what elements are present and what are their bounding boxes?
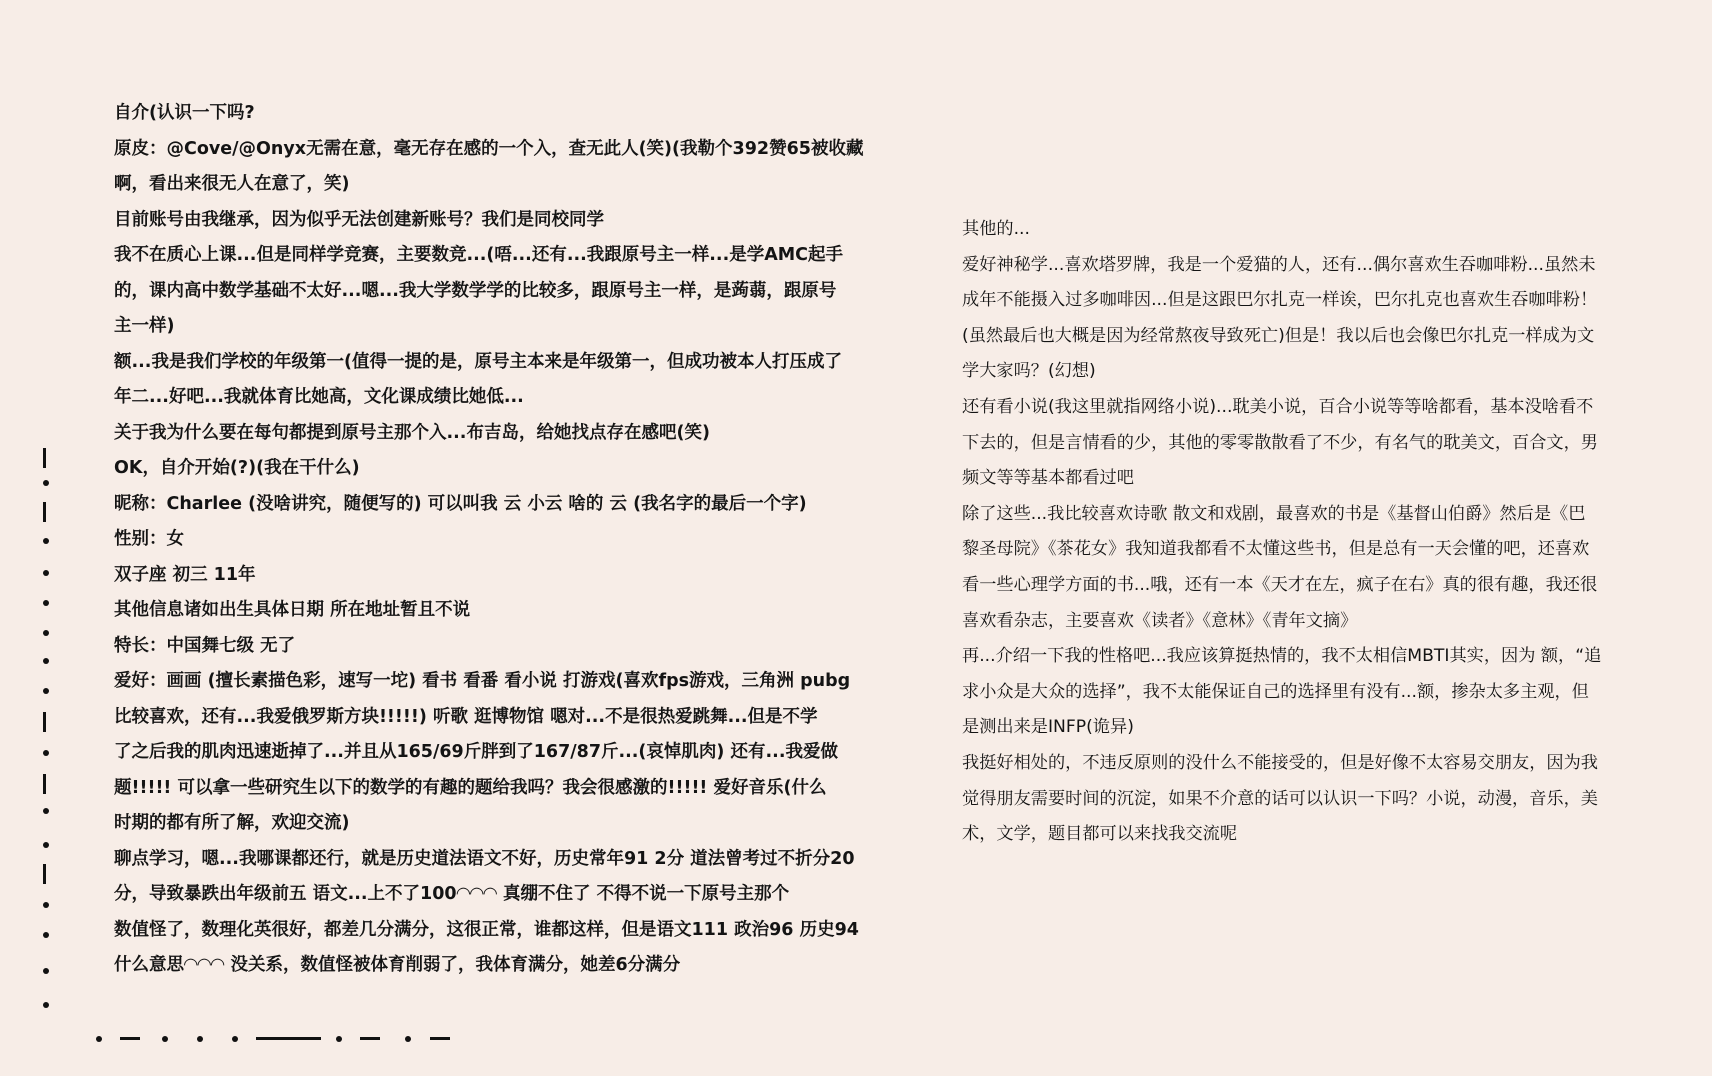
right-text-line: 学大家吗？(幻想) [962,361,1096,382]
left-text-line: 聊点学习，嗯...我哪课都还行，就是历史道法语文不好，历史常年91 2分 道法曾考过不折分20 [114,848,855,869]
right-text-line: 频文等等基本都看过吧 [962,468,1134,489]
right-text-column [962,212,1708,853]
right-text-line: 除了这些...我比较喜欢诗歌 散文和戏剧，最喜欢的书是《基督山伯爵》然后是《巴 [962,503,1586,524]
left-text-line: 目前账号由我继承，因为似乎无法创建新账号？我们是同校同学 [114,209,604,230]
margin-dot [43,842,49,848]
margin-dot [43,570,49,576]
right-text-line: 下去的，但是言情看的少，其他的零零散散看了不少，有名气的耽美文，百合文，男 [962,432,1598,453]
left-text-line: 额...我是我们学校的年级第一(值得一提的是，原号主本来是年级第一，但成功被本人打压成了 [114,351,842,372]
right-text-line: 再...介绍一下我的性格吧...我应该算挺热情的，我不太相信MBTI其实，因为 额，“追 [962,646,1602,667]
left-text-line: 啊，看出来很无人在意了，笑) [114,174,350,194]
left-text-line: 主一样) [114,316,175,336]
right-text-line: 术，文学，题目都可以来找我交流呢 [962,824,1238,845]
right-text-line: 还有看小说(我这里就指网络小说)...耽美小说，百合小说等等啥都看，基本没啥看不 [962,396,1594,417]
margin-dot [43,902,49,908]
right-text-line: 爱好神秘学...喜欢塔罗牌，我是一个爱猫的人，还有...偶尔喜欢生吞咖啡粉...虽然未 [962,254,1596,275]
bottom-dot [162,1036,168,1042]
right-text-line: 其他的... [962,219,1030,239]
left-text-line: 题!!!!! 可以拿一些研究生以下的数学的有趣的题给我吗？我会很感激的!!!!! 爱好音乐(什么 [114,777,827,798]
right-text-line: 看一些心理学方面的书...哦，还有一本《天才在左，疯子在右》真的很有趣，我还很 [962,574,1598,595]
margin-dot [43,932,49,938]
right-text-line: 是测出来是INFP(诡异) [962,717,1134,738]
right-text-line: 求小众是大众的选择”，我不太能保证自己的选择里有没有...额，掺杂太多主观，但 [962,681,1589,702]
left-text-line: 特长：中国舞七级 无了 [114,635,296,656]
left-text-line: 关于我为什么要在每句都提到原号主那个入...布吉岛，给她找点存在感吧(笑) [114,422,710,443]
margin-bar [43,448,46,468]
left-text-line: 我不在质心上课...但是同样学竞赛，主要数竞...(唔...还有...我跟原号主一样...是学AMC起手 [114,245,844,265]
left-text-line: 其他信息诸如出生具体日期 所在地址暂且不说 [114,600,471,620]
bottom-dash [120,1037,140,1040]
margin-dot [43,480,49,486]
bottom-dash [256,1037,321,1040]
left-text-line: OK，自介开始(?)(我在干什么) [114,458,360,478]
right-text-line: 成年不能摄入过多咖啡因...但是这跟巴尔扎克一样诶，巴尔扎克也喜欢生吞咖啡粉！ [962,290,1598,311]
left-text-line: 比较喜欢，还有...我爱俄罗斯方块!!!!!) 听歌 逛博物馆 嗯对...不是很热爱跳舞...但是不学 [114,706,818,727]
margin-dot [43,658,49,664]
right-text-line: 我挺好相处的，不违反原则的没什么不能接受的，但是好像不太容易交朋友，因为我 [962,752,1598,773]
margin-bar [43,502,46,522]
margin-dot [43,750,49,756]
margin-bar [43,712,46,732]
right-text-line: 黎圣母院》《茶花女》我知道我都看不太懂这些书，但是总有一天会懂的吧，还喜欢 [962,539,1590,560]
bottom-dot [336,1036,342,1042]
margin-dot [43,968,49,974]
bottom-dot [96,1036,102,1042]
left-text-line: 爱好：画画 (擅长素描色彩，速写一坨) 看书 看番 看小说 打游戏(喜欢fps游戏，三角洲 pubg [114,671,851,691]
left-text-line: 的，课内高中数学基础不太好...嗯...我大学数学学的比较多，跟原号主一样，是蒟蒻，跟原号 [114,280,837,301]
left-text-line: 昵称：Charlee (没啥讲究，随便写的) 可以叫我 云 小云 啥的 云 (我名字的最后一个字) [114,493,807,514]
bottom-dot [197,1036,203,1042]
margin-dot [43,688,49,694]
right-text-line: 觉得朋友需要时间的沉淀，如果不介意的话可以认识一下吗？小说，动漫，音乐，美 [962,788,1598,809]
margin-bar [43,774,46,794]
bottom-dash [430,1037,450,1040]
right-text-line: 喜欢看杂志，主要喜欢《读者》《意林》《青年文摘》 [962,610,1358,631]
margin-dot [43,600,49,606]
left-text-line: 原皮：@Cove/@Onyx无需在意，毫无存在感的一个入，查无此人(笑)(我勒个392赞65被收藏 [114,138,864,159]
margin-bar [43,864,46,884]
bottom-dash [360,1037,380,1040]
left-text-line: 什么意思◠◠◠ 没关系，数值怪被体育削弱了，我体育满分，她差6分满分 [114,955,681,975]
bottom-dot [405,1036,411,1042]
bottom-dot [232,1036,238,1042]
left-text-line: 时期的都有所了解，欢迎交流) [114,813,350,833]
margin-dot [43,630,49,636]
left-text-line: 双子座 初三 11年 [114,564,256,585]
left-text-line: 分，导致暴跌出年级前五 语文...上不了100◠◠◠ 真绷不住了 不得不说一下原号主那个 [114,884,790,904]
right-text-line: (虽然最后也大概是因为经常熬夜导致死亡)但是！我以后也会像巴尔扎克一样成为文 [962,325,1595,346]
left-text-line: 性别：女 [114,529,184,549]
left-text-line: 了之后我的肌肉迅速逝掉了...并且从165/69斤胖到了167/87斤...(哀悼肌肉) 还有...我爱做 [114,742,838,762]
left-text-line: 数值怪了，数理化英很好，都差几分满分，这很正常，谁都这样，但是语文111 政治96 历史94 [114,919,859,940]
margin-dot [43,538,49,544]
left-text-line: 自介(认识一下吗? [114,103,255,123]
margin-dot [43,808,49,814]
left-text-line: 年二...好吧...我就体育比她高，文化课成绩比她低... [114,387,524,407]
margin-dot [43,1002,49,1008]
left-text-column [114,96,944,984]
